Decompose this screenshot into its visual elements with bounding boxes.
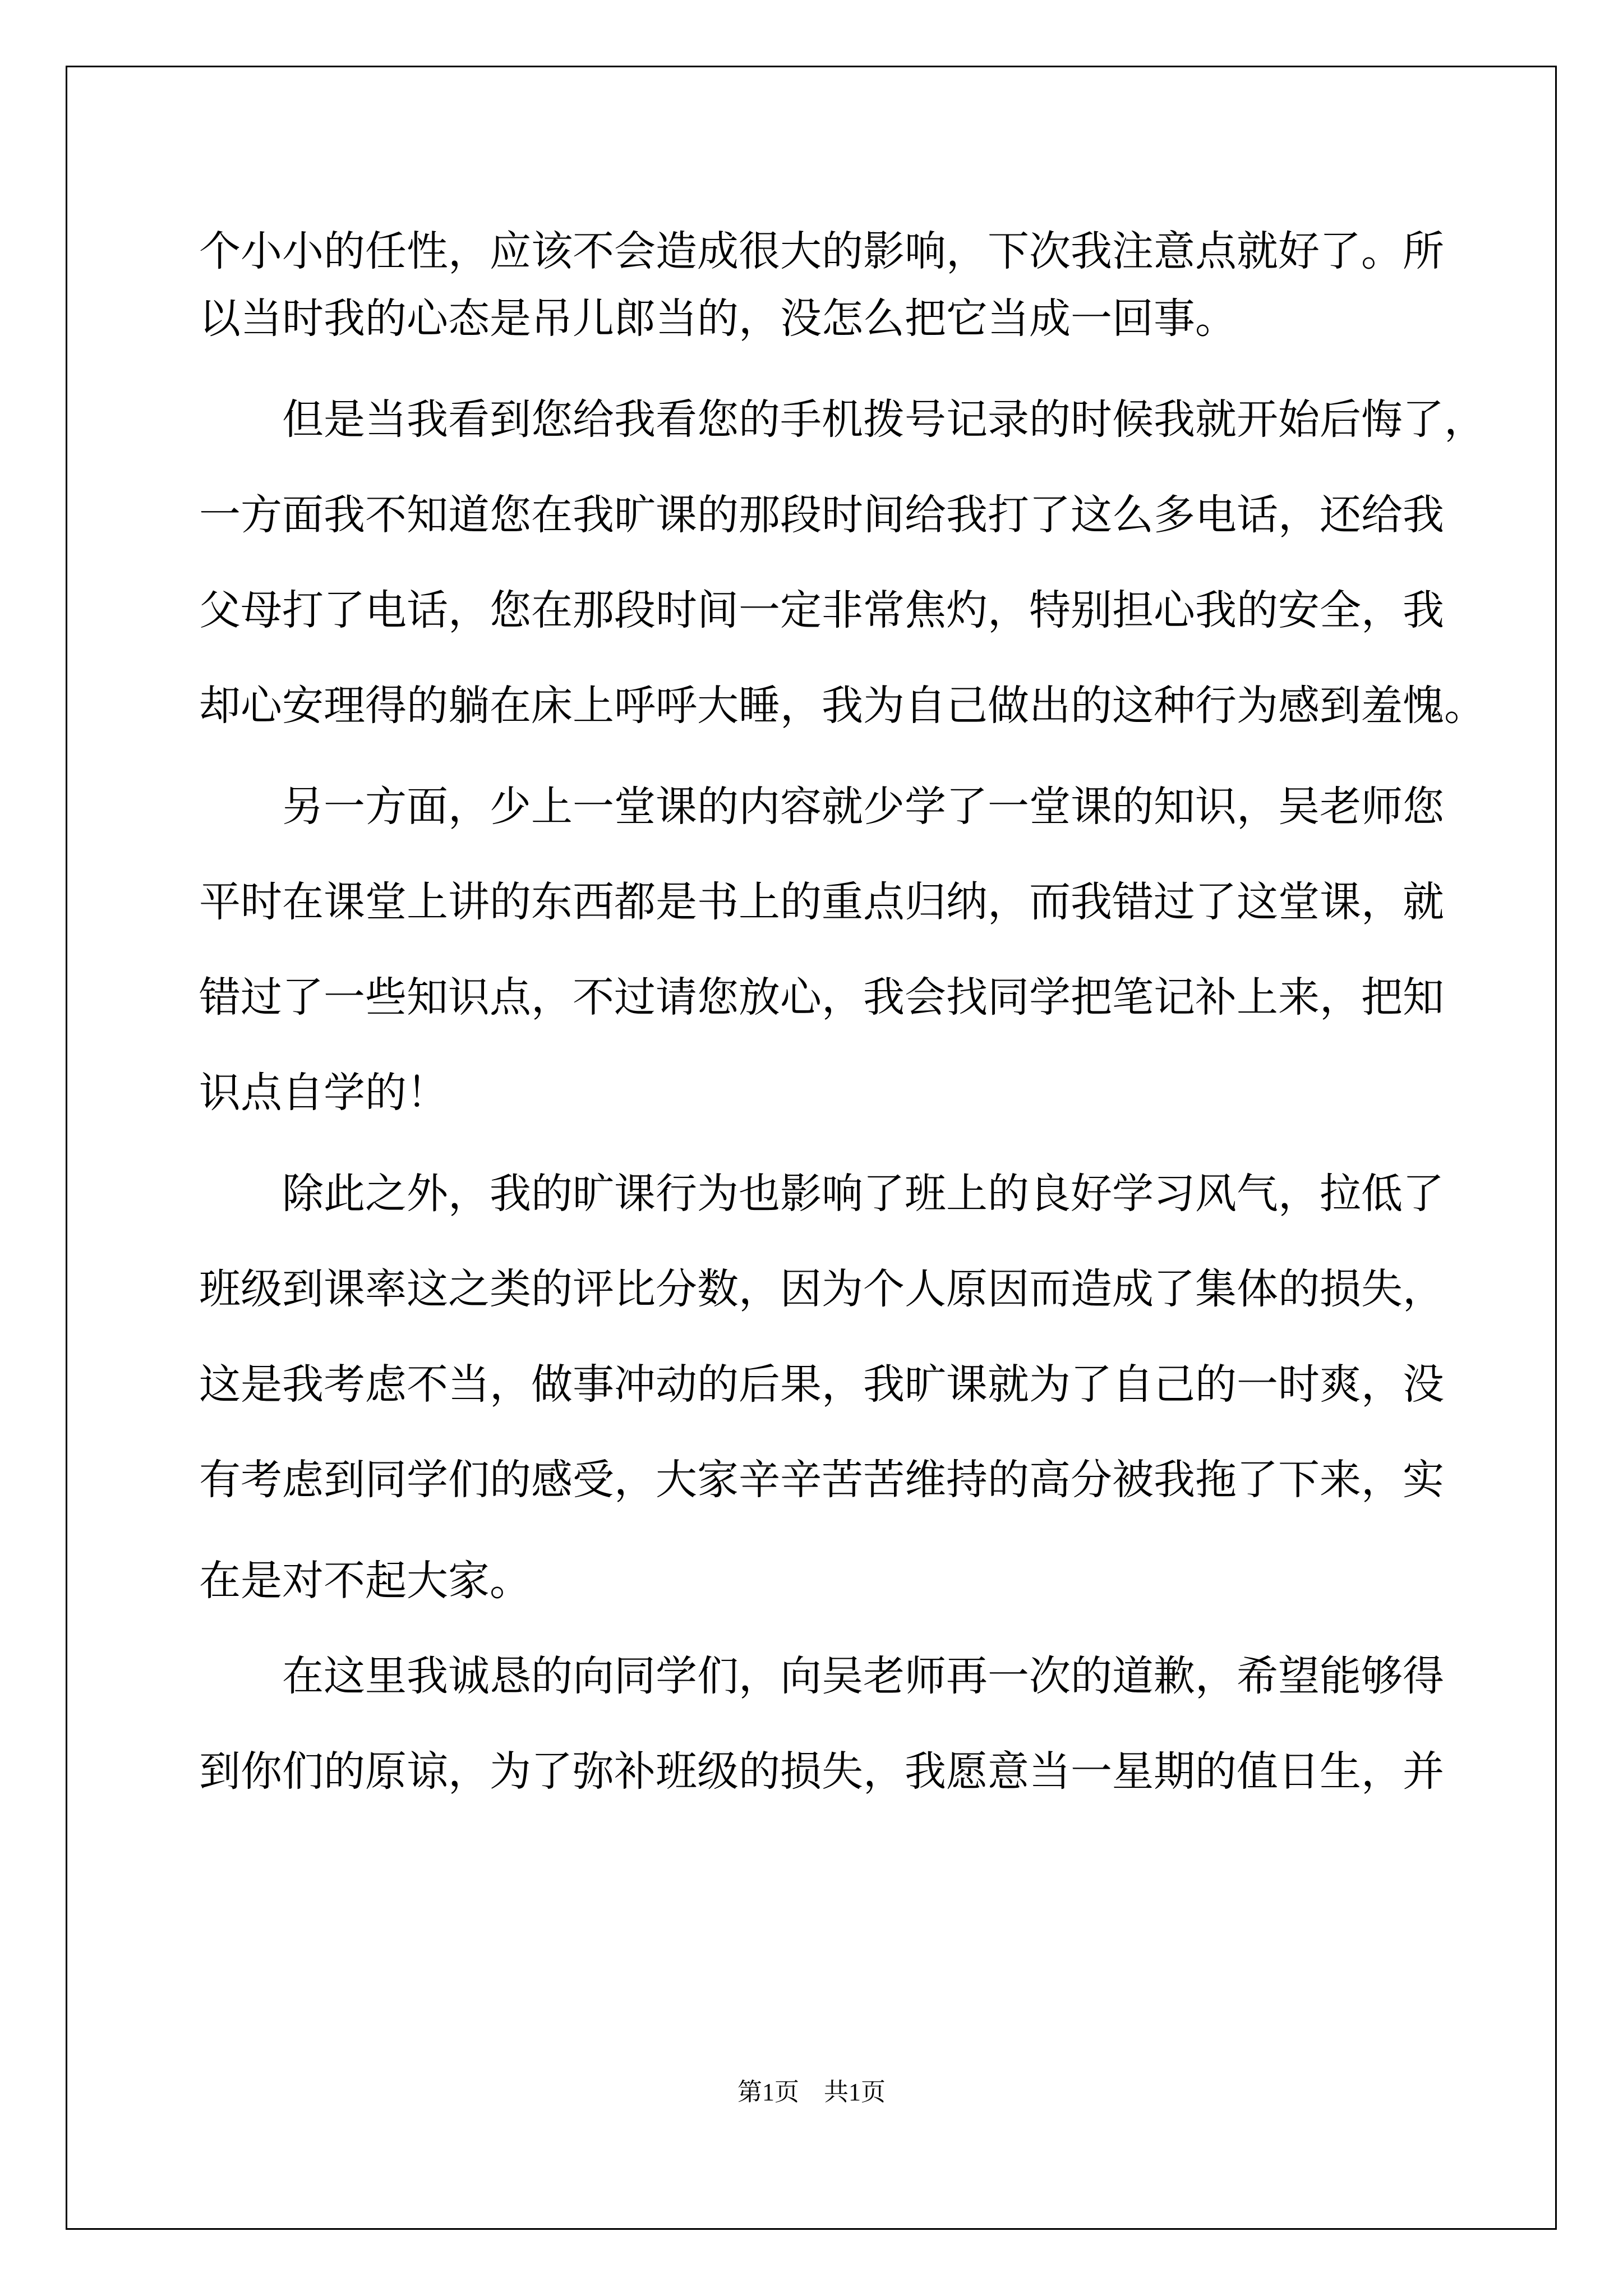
text-line: 班级到课率这之类的评比分数，因为个人原因而造成了集体的损失， xyxy=(199,1265,1444,1313)
text-line: 这是我考虑不当，做事冲动的后果，我旷课就为了自己的一时爽，没 xyxy=(199,1360,1444,1409)
page-footer: 第1页 共1页 xyxy=(737,2078,886,2106)
text-line: 另一方面，少上一堂课的内容就少学了一堂课的知识，吴老师您 xyxy=(199,783,1444,831)
text-line: 一方面我不知道您在我旷课的那段时间给我打了这么多电话，还给我 xyxy=(199,491,1444,539)
text-line: 以当时我的心态是吊儿郎当的，没怎么把它当成一回事。 xyxy=(199,295,1237,343)
text-line: 但是当我看到您给我看您的手机拨号记录的时候我就开始后悔了， xyxy=(199,395,1486,444)
text-line: 个小小的任性，应该不会造成很大的影响，下次我注意点就好了。所 xyxy=(199,227,1444,275)
text-line: 到你们的原谅，为了弥补班级的损失，我愿意当一星期的值日生，并 xyxy=(199,1747,1444,1796)
text-line: 除此之外，我的旷课行为也影响了班上的良好学习风气，拉低了 xyxy=(199,1170,1444,1218)
text-line: 错过了一些知识点，不过请您放心，我会找同学把笔记补上来，把知 xyxy=(199,973,1444,1022)
text-line: 识点自学的！ xyxy=(199,1069,448,1117)
text-line: 在是对不起大家。 xyxy=(199,1557,531,1605)
text-line: 却心安理得的躺在床上呼呼大睡，我为自己做出的这种行为感到羞愧。 xyxy=(199,682,1486,730)
text-line: 在这里我诚恳的向同学们，向吴老师再一次的道歉，希望能够得 xyxy=(199,1652,1444,1700)
text-line: 有考虑到同学们的感受，大家辛辛苦苦维持的高分被我拖了下来，实 xyxy=(199,1456,1444,1504)
page-border xyxy=(66,66,1557,2230)
text-line: 父母打了电话，您在那段时间一定非常焦灼，特别担心我的安全，我 xyxy=(199,586,1444,634)
text-line: 平时在课堂上讲的东西都是书上的重点归纳，而我错过了这堂课，就 xyxy=(199,878,1444,926)
